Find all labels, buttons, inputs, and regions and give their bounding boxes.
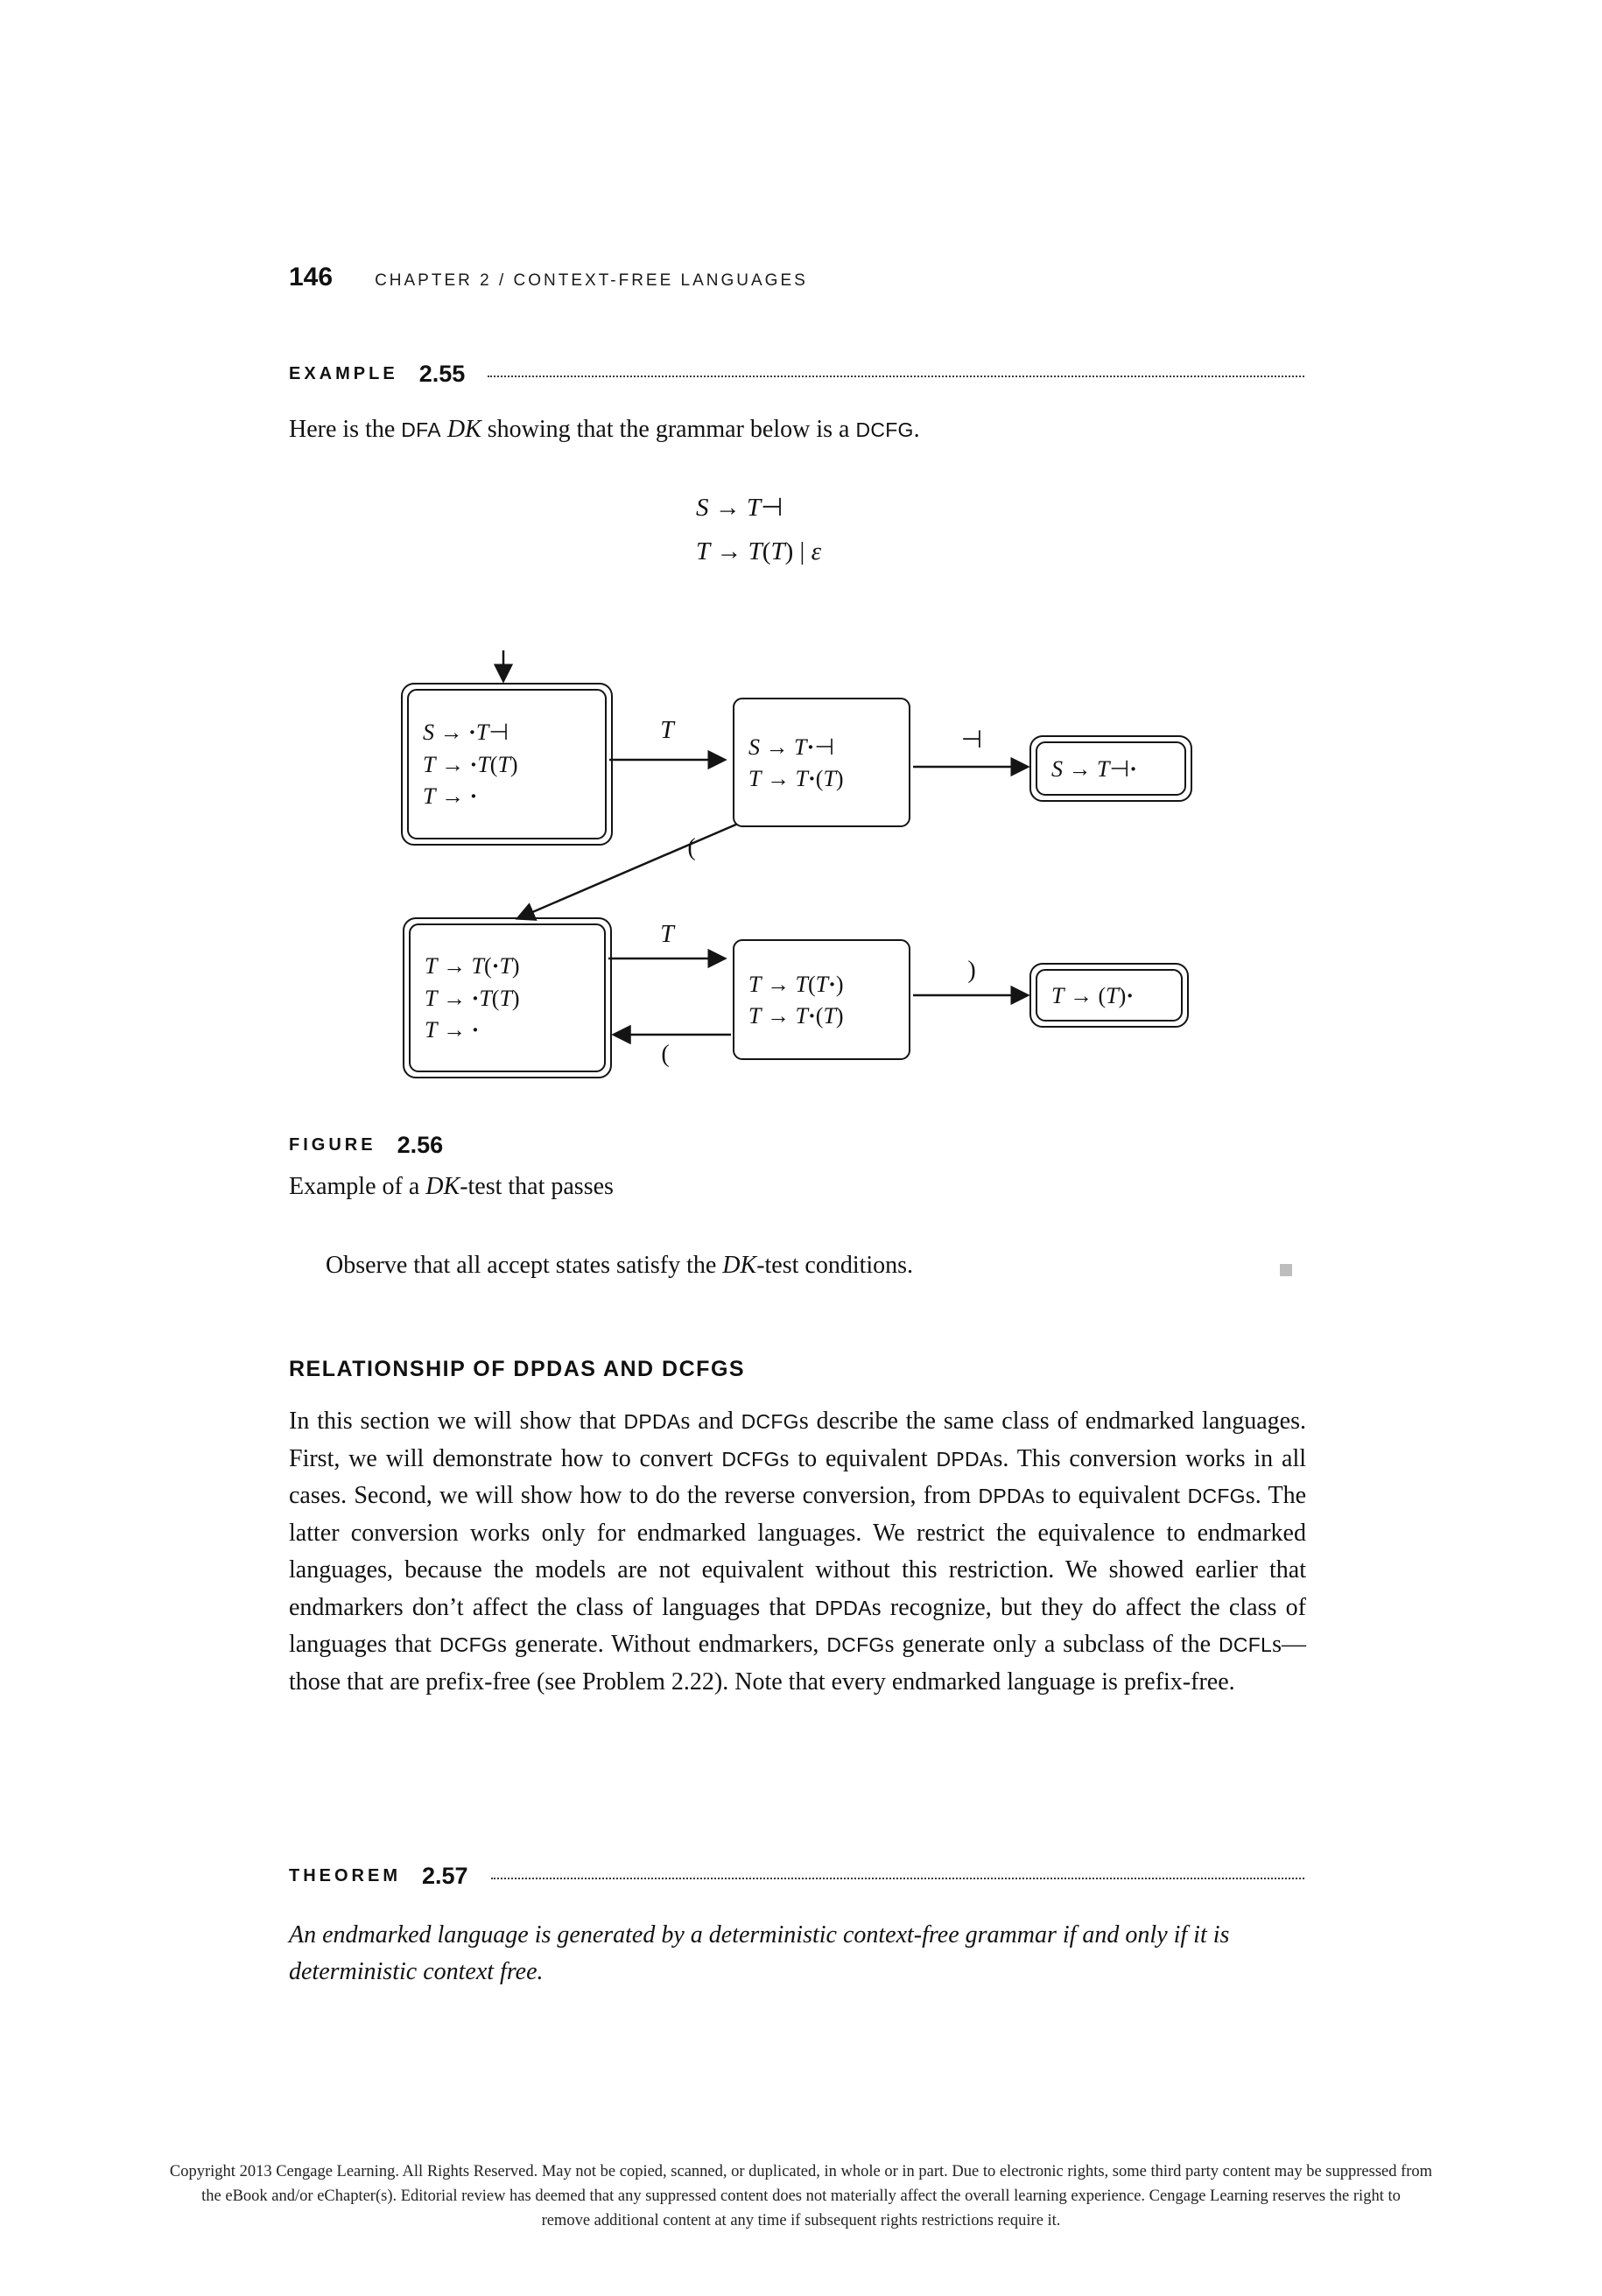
theorem-number: 2.57 — [422, 1863, 468, 1889]
sans-term: DCFG — [826, 1633, 885, 1657]
section-paragraph — [289, 1403, 1306, 1701]
example-intro — [289, 411, 1304, 448]
production-line: T → ·T(T) — [423, 750, 518, 777]
transition-label: ( — [661, 1041, 670, 1068]
text-run: In this section we will show that — [289, 1408, 624, 1435]
text-run: s to equivalent — [779, 1444, 937, 1472]
italic-term: DK — [425, 1173, 460, 1200]
production-line: S → ·T⊣ — [423, 719, 509, 746]
production-line: T → (T)· — [1051, 981, 1135, 1008]
sans-term: DCFG — [855, 418, 914, 441]
theorem-statement: An endmarked language is generated by a deterministic context-free grammar if and only if it is deterministic context free. — [289, 1921, 1230, 1985]
state-inner-T — [733, 939, 910, 1060]
text-run: s—those that are prefix-free (see Problem 2.22). Note that every endmarked language is prefix-free. — [289, 1631, 1306, 1696]
copyright-line: remove additional content at any time if subsequent rights restrictions require it. — [541, 2211, 1061, 2229]
text-run: s recognize, but they do affect the class of languages that — [289, 1593, 1306, 1659]
figure-kicker: FIGURE — [289, 1135, 376, 1155]
text-run: Here is the — [289, 416, 402, 443]
observe-paragraph — [326, 1252, 1254, 1280]
chapter-running-head: CHAPTER 2 / CONTEXT-FREE LANGUAGES — [375, 271, 808, 290]
figure-number: 2.56 — [397, 1132, 444, 1158]
grammar-line: S → T⊣ — [696, 494, 783, 522]
sans-term: DCFL — [1218, 1633, 1273, 1657]
production-line: S → T·⊣ — [748, 733, 834, 760]
italic-term: DK — [446, 416, 481, 443]
text-run: s generate. Without endmarkers, — [497, 1631, 827, 1659]
state-after-open-paren — [409, 923, 606, 1072]
sans-term: DCFG — [741, 1410, 799, 1433]
transition-label: T — [660, 921, 674, 948]
dk-automaton-diagram — [350, 643, 1278, 1107]
sans-term: DCFG — [1187, 1485, 1246, 1508]
text-run: s. This conversion works in all cases. Second, we will show how to do the reverse conversion, from — [289, 1444, 1306, 1510]
figure-heading-row — [289, 1132, 443, 1159]
theorem-heading-row — [289, 1863, 1304, 1890]
state-accept-close-paren — [1036, 969, 1183, 1022]
sans-term: DCFG — [439, 1633, 498, 1657]
text-run: . — [913, 416, 920, 443]
example-heading-row — [289, 361, 1304, 388]
text-run: s to equivalent — [1035, 1482, 1188, 1510]
production-line: T → T·(T) — [748, 1002, 844, 1029]
state-after-T — [733, 698, 910, 827]
text-run — [441, 416, 447, 443]
sans-term: DFA — [401, 418, 441, 441]
text-run: s. The latter conversion works only for endmarked languages. We restrict the equivalence to endmarked languages, because the models are not equivalent without this restriction. We showed earlier that endmarkers don’t affect the class of languages that — [289, 1482, 1306, 1621]
italic-term: DK — [722, 1252, 757, 1279]
end-of-example-marker — [1280, 1264, 1292, 1276]
sans-term: DPDA — [936, 1447, 994, 1471]
text-run: s describe the same class of endmarked languages. First, we will demonstrate how to convert — [289, 1408, 1306, 1472]
sans-term: DPDA — [623, 1410, 681, 1433]
theorem-kicker: THEOREM — [289, 1866, 401, 1885]
text-run: -test conditions. — [756, 1252, 914, 1279]
transition-label: T — [660, 717, 674, 744]
production-line: S → T⊣· — [1051, 755, 1137, 782]
text-run: showing that the grammar below is a — [481, 416, 856, 443]
grammar-line: T → T(T) | ε — [696, 537, 821, 565]
sans-term: DCFG — [721, 1447, 780, 1471]
production-line: T → · — [423, 783, 478, 810]
sans-term: DPDA — [814, 1596, 872, 1619]
transition-label: ⊣ — [960, 727, 983, 754]
production-line: T → T(·T) — [425, 952, 520, 979]
copyright-footer — [123, 2160, 1479, 2233]
state-accept-endmark — [1036, 741, 1186, 796]
text-run: s and — [680, 1408, 741, 1435]
section-heading: RELATIONSHIP OF DPDAS AND DCFGS — [289, 1357, 746, 1381]
text-run: Example of a — [289, 1173, 426, 1200]
copyright-line: the eBook and/or eChapter(s). Editorial review has deemed that any suppressed content does not materially affect the overall learning experience. Cengage Learning reserves the right to — [201, 2187, 1401, 2205]
example-number: 2.55 — [418, 361, 466, 387]
production-line: T → · — [425, 1016, 480, 1043]
running-head-row — [289, 263, 808, 292]
transition-label: ) — [967, 957, 976, 984]
grammar-block — [696, 487, 821, 574]
copyright-line: Copyright 2013 Cengage Learning. All Rights Reserved. May not be copied, scanned, or duplicated, in whole or in part. Due to electronic rights, some third party content may be suppressed from — [169, 2163, 1433, 2180]
production-line: T → ·T(T) — [425, 984, 520, 1011]
text-run: -test that passes — [460, 1173, 614, 1200]
sans-term: DPDA — [978, 1485, 1036, 1508]
dotted-leader — [491, 1878, 1304, 1879]
text-run: s generate only a subclass of the — [884, 1631, 1219, 1659]
dotted-leader — [488, 376, 1304, 377]
figure-caption — [289, 1173, 1304, 1201]
example-kicker: EXAMPLE — [289, 364, 398, 383]
production-line: T → T(T·) — [748, 970, 844, 997]
state-start — [407, 689, 607, 839]
transition-label: ( — [687, 834, 696, 861]
production-line: T → T·(T) — [748, 765, 844, 791]
text-run: Observe that all accept states satisfy the — [326, 1252, 723, 1279]
page-number: 146 — [289, 263, 334, 291]
